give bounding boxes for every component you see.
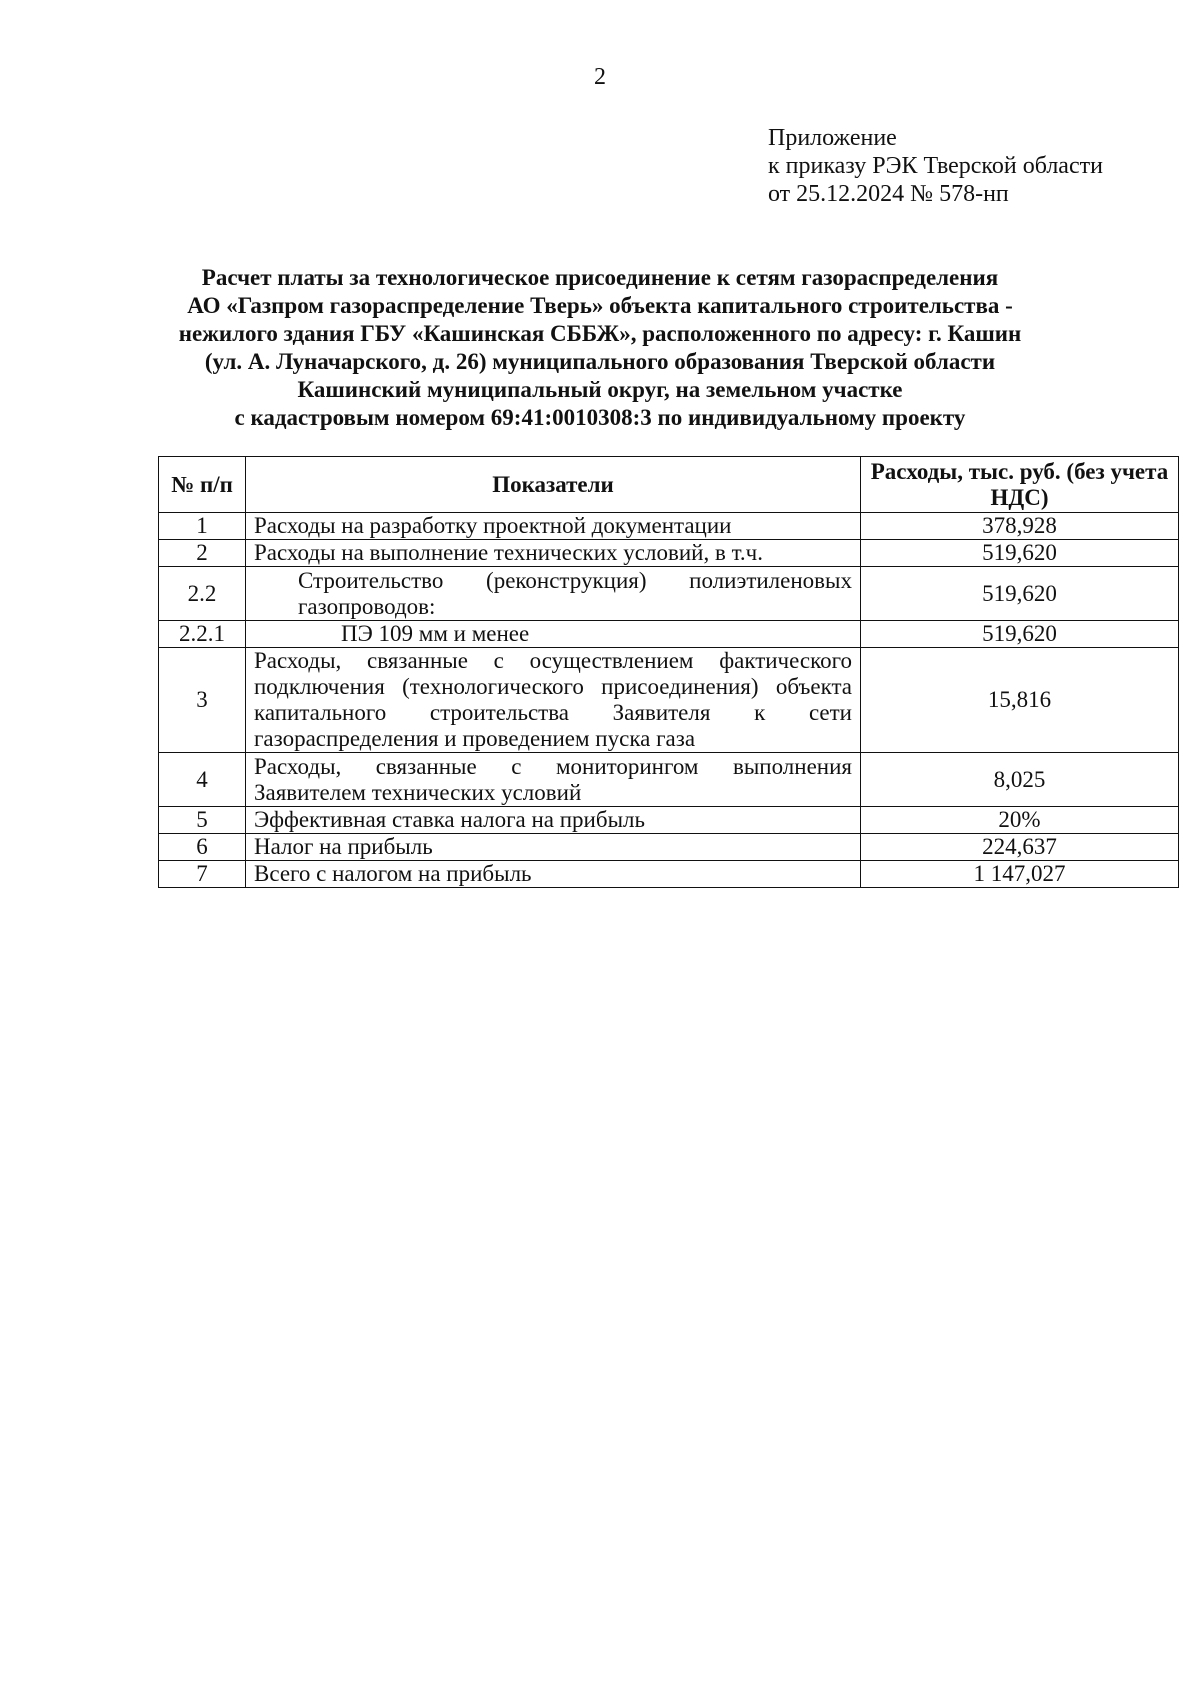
table-row [159, 648, 1179, 753]
row-number: 7 [159, 861, 246, 888]
table-row [159, 861, 1179, 888]
row-number: 1 [159, 513, 246, 540]
appendix-order-ref: к приказу РЭК Тверской области [768, 153, 1103, 179]
row-value: 20% [861, 807, 1179, 834]
table-row [159, 753, 1179, 807]
row-value: 224,637 [861, 834, 1179, 861]
row-number: 2 [159, 540, 246, 567]
row-indicator: Расходы на выполнение технических условий, в т.ч. [246, 540, 861, 567]
row-number: 6 [159, 834, 246, 861]
table-row [159, 807, 1179, 834]
appendix-block [768, 124, 1103, 208]
row-number: 5 [159, 807, 246, 834]
title-line: нежилого здания ГБУ «Кашинская СББЖ», расположенного по адресу: г. Кашин [178, 321, 1022, 346]
row-value: 15,816 [861, 648, 1179, 753]
row-value: 8,025 [861, 753, 1179, 807]
title-line: Кашинский муниципальный округ, на земельном участке [297, 377, 903, 402]
page-number: 2 [594, 64, 606, 90]
header-indicator: Показатели [246, 457, 861, 513]
row-indicator: Эффективная ставка налога на прибыль [246, 807, 861, 834]
table-row [159, 621, 1179, 648]
row-indicator: Расходы, связанные с осуществлением фактического подключения (технологического присоединения) объекта капитального строительства Заявителя к сети газораспределения и проведением пуска газа [246, 648, 861, 753]
row-indicator: Расходы, связанные с мониторингом выполнения Заявителем технических условий [246, 753, 861, 807]
row-value: 378,928 [861, 513, 1179, 540]
title-line: Расчет платы за технологическое присоединение к сетям газораспределения [201, 265, 999, 290]
row-value: 519,620 [861, 621, 1179, 648]
row-value: 1 147,027 [861, 861, 1179, 888]
header-expenses: Расходы, тыс. руб. (без учета НДС) [861, 457, 1179, 513]
row-number: 2.2.1 [159, 621, 246, 648]
document-title [100, 264, 1100, 432]
row-number: 4 [159, 753, 246, 807]
table-row [159, 834, 1179, 861]
header-number: № п/п [159, 457, 246, 513]
table-row [159, 567, 1179, 621]
row-number: 2.2 [159, 567, 246, 621]
appendix-order-date: от 25.12.2024 № 578-нп [768, 181, 1009, 207]
table-header-row [159, 457, 1179, 513]
row-number: 3 [159, 648, 246, 753]
table-row [159, 513, 1179, 540]
row-indicator: Строительство (реконструкция) полиэтиленовых газопроводов: [246, 567, 861, 621]
row-indicator: Налог на прибыль [246, 834, 861, 861]
table-row [159, 540, 1179, 567]
appendix-label: Приложение [768, 125, 897, 151]
row-indicator: Всего с налогом на прибыль [246, 861, 861, 888]
title-line: АО «Газпром газораспределение Тверь» объекта капитального строительства - [187, 293, 1013, 318]
title-line: (ул. А. Луначарского, д. 26) муниципального образования Тверской области [204, 349, 996, 374]
row-indicator: Расходы на разработку проектной документации [246, 513, 861, 540]
title-line: с кадастровым номером 69:41:0010308:3 по индивидуальному проекту [234, 405, 966, 430]
row-indicator: ПЭ 109 мм и менее [246, 621, 861, 648]
row-value: 519,620 [861, 540, 1179, 567]
row-value: 519,620 [861, 567, 1179, 621]
calculation-table [158, 456, 1179, 888]
